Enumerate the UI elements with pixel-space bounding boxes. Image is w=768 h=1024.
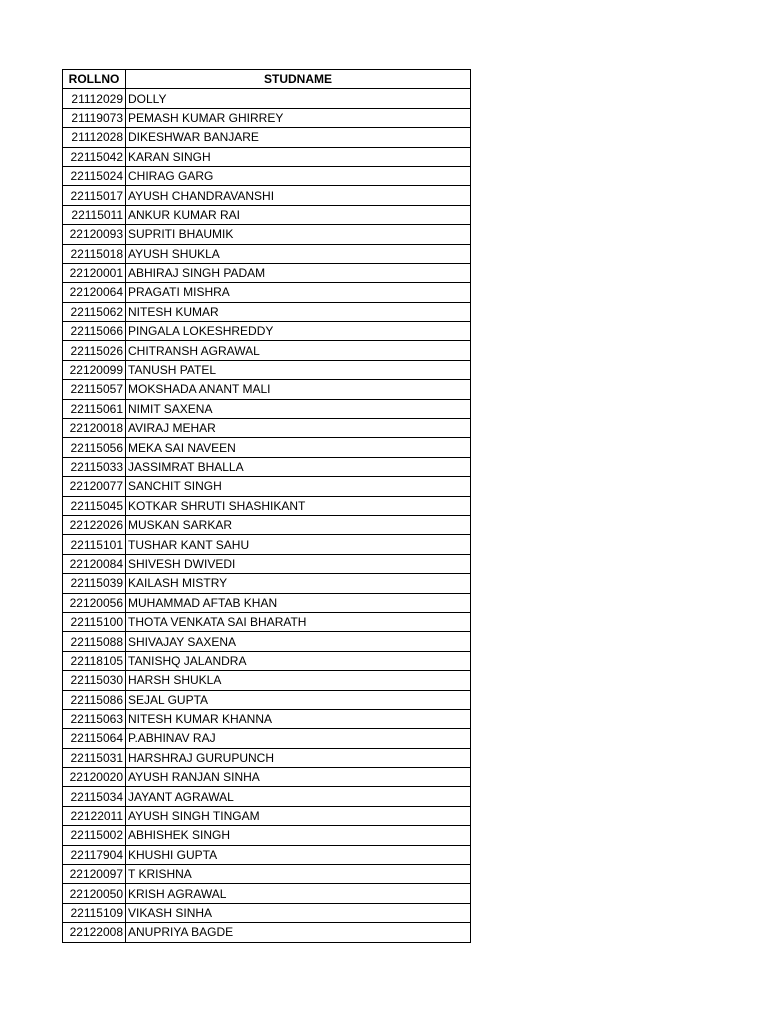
studname-cell: TANUSH PATEL	[126, 360, 471, 379]
rollno-cell: 22115061	[63, 399, 126, 418]
rollno-cell: 22115066	[63, 322, 126, 341]
table-row	[63, 205, 471, 224]
rollno-cell: 22120099	[63, 360, 126, 379]
table-row	[63, 225, 471, 244]
table-row	[63, 554, 471, 573]
table-row	[63, 438, 471, 457]
rollno-cell: 22120064	[63, 283, 126, 302]
studname-cell: VIKASH SINHA	[126, 903, 471, 922]
studname-cell: THOTA VENKATA SAI BHARATH	[126, 612, 471, 631]
studname-cell: T KRISHNA	[126, 865, 471, 884]
rollno-cell: 22115018	[63, 244, 126, 263]
table-row	[63, 690, 471, 709]
studname-cell: SHIVESH DWIVEDI	[126, 554, 471, 573]
studname-cell: MOKSHADA ANANT MALI	[126, 380, 471, 399]
table-row	[63, 477, 471, 496]
rollno-cell: 22115031	[63, 748, 126, 767]
table-row	[63, 574, 471, 593]
studname-cell: KRISH AGRAWAL	[126, 884, 471, 903]
rollno-cell: 22118105	[63, 651, 126, 670]
studname-cell: KHUSHI GUPTA	[126, 845, 471, 864]
studname-cell: HARSHRAJ GURUPUNCH	[126, 748, 471, 767]
table-row	[63, 593, 471, 612]
table-row	[63, 302, 471, 321]
studname-cell: ANUPRIYA BAGDE	[126, 923, 471, 942]
header-rollno: ROLLNO	[63, 70, 126, 89]
studname-cell: MEKA SAI NAVEEN	[126, 438, 471, 457]
rollno-cell: 22115109	[63, 903, 126, 922]
studname-cell: AVIRAJ MEHAR	[126, 419, 471, 438]
rollno-cell: 22115033	[63, 457, 126, 476]
studname-cell: AYUSH SINGH TINGAM	[126, 806, 471, 825]
table-row	[63, 632, 471, 651]
table-row	[63, 457, 471, 476]
studname-cell: DOLLY	[126, 89, 471, 108]
table-row	[63, 399, 471, 418]
rollno-cell: 22115086	[63, 690, 126, 709]
studname-cell: ABHIRAJ SINGH PADAM	[126, 263, 471, 282]
table-row	[63, 515, 471, 534]
table-row	[63, 380, 471, 399]
table-row	[63, 651, 471, 670]
rollno-cell: 22122008	[63, 923, 126, 942]
rollno-cell: 22115026	[63, 341, 126, 360]
studname-cell: NIMIT SAXENA	[126, 399, 471, 418]
table-row	[63, 244, 471, 263]
header-row	[63, 70, 471, 89]
studname-cell: CHITRANSH AGRAWAL	[126, 341, 471, 360]
rollno-cell: 22120093	[63, 225, 126, 244]
studname-cell: AYUSH CHANDRAVANSHI	[126, 186, 471, 205]
rollno-cell: 22115039	[63, 574, 126, 593]
table-row	[63, 865, 471, 884]
rollno-cell: 22115042	[63, 147, 126, 166]
studname-cell: NITESH KUMAR	[126, 302, 471, 321]
table-row	[63, 884, 471, 903]
rollno-cell: 22120018	[63, 419, 126, 438]
rollno-cell: 22120097	[63, 865, 126, 884]
table-row	[63, 923, 471, 942]
studname-cell: PRAGATI MISHRA	[126, 283, 471, 302]
rollno-cell: 22115011	[63, 205, 126, 224]
studname-cell: CHIRAG GARG	[126, 166, 471, 185]
studname-cell: SUPRITI BHAUMIK	[126, 225, 471, 244]
header-studname: STUDNAME	[126, 70, 471, 89]
studname-cell: PINGALA LOKESHREDDY	[126, 322, 471, 341]
table-row	[63, 748, 471, 767]
table-row	[63, 535, 471, 554]
rollno-cell: 22115030	[63, 671, 126, 690]
studname-cell: SEJAL GUPTA	[126, 690, 471, 709]
table-row	[63, 263, 471, 282]
table-row	[63, 787, 471, 806]
rollno-cell: 22115017	[63, 186, 126, 205]
studname-cell: ANKUR KUMAR RAI	[126, 205, 471, 224]
rollno-cell: 22115088	[63, 632, 126, 651]
rollno-cell: 22115064	[63, 729, 126, 748]
studname-cell: JASSIMRAT BHALLA	[126, 457, 471, 476]
rollno-cell: 22115101	[63, 535, 126, 554]
table-row	[63, 360, 471, 379]
studname-cell: DIKESHWAR BANJARE	[126, 128, 471, 147]
rollno-cell: 21112028	[63, 128, 126, 147]
rollno-cell: 22115034	[63, 787, 126, 806]
studname-cell: MUSKAN SARKAR	[126, 515, 471, 534]
rollno-cell: 22115024	[63, 166, 126, 185]
studname-cell: KARAN SINGH	[126, 147, 471, 166]
studname-cell: SHIVAJAY SAXENA	[126, 632, 471, 651]
rollno-cell: 22122011	[63, 806, 126, 825]
studname-cell: P.ABHINAV RAJ	[126, 729, 471, 748]
table-row	[63, 108, 471, 127]
table-row	[63, 419, 471, 438]
rollno-cell: 22115100	[63, 612, 126, 631]
rollno-cell: 22115056	[63, 438, 126, 457]
rollno-cell: 22120020	[63, 768, 126, 787]
rollno-cell: 22115057	[63, 380, 126, 399]
table-row	[63, 729, 471, 748]
table-row	[63, 768, 471, 787]
studname-cell: TUSHAR KANT SAHU	[126, 535, 471, 554]
studname-cell: AYUSH RANJAN SINHA	[126, 768, 471, 787]
table-row	[63, 89, 471, 108]
studname-cell: AYUSH SHUKLA	[126, 244, 471, 263]
table-row	[63, 186, 471, 205]
studname-cell: NITESH KUMAR KHANNA	[126, 709, 471, 728]
rollno-cell: 22115002	[63, 826, 126, 845]
rollno-cell: 22117904	[63, 845, 126, 864]
table-row	[63, 166, 471, 185]
studname-cell: KAILASH MISTRY	[126, 574, 471, 593]
table-row	[63, 283, 471, 302]
student-table	[62, 69, 471, 943]
rollno-cell: 22120056	[63, 593, 126, 612]
table-row	[63, 341, 471, 360]
rollno-cell: 22120050	[63, 884, 126, 903]
rollno-cell: 22115062	[63, 302, 126, 321]
table-body	[63, 89, 471, 942]
studname-cell: HARSH SHUKLA	[126, 671, 471, 690]
table-row	[63, 147, 471, 166]
rollno-cell: 21112029	[63, 89, 126, 108]
studname-cell: KOTKAR SHRUTI SHASHIKANT	[126, 496, 471, 515]
table-row	[63, 826, 471, 845]
studname-cell: PEMASH KUMAR GHIRREY	[126, 108, 471, 127]
table-header	[63, 70, 471, 89]
table-row	[63, 322, 471, 341]
table-row	[63, 903, 471, 922]
rollno-cell: 21119073	[63, 108, 126, 127]
table-row	[63, 709, 471, 728]
table-row	[63, 845, 471, 864]
rollno-cell: 22120084	[63, 554, 126, 573]
studname-cell: ABHISHEK SINGH	[126, 826, 471, 845]
table-row	[63, 612, 471, 631]
table-row	[63, 496, 471, 515]
studname-cell: MUHAMMAD AFTAB KHAN	[126, 593, 471, 612]
rollno-cell: 22122026	[63, 515, 126, 534]
table-row	[63, 128, 471, 147]
studname-cell: TANISHQ JALANDRA	[126, 651, 471, 670]
table-row	[63, 671, 471, 690]
table-row	[63, 806, 471, 825]
rollno-cell: 22115063	[63, 709, 126, 728]
studname-cell: SANCHIT SINGH	[126, 477, 471, 496]
rollno-cell: 22115045	[63, 496, 126, 515]
studname-cell: JAYANT AGRAWAL	[126, 787, 471, 806]
rollno-cell: 22120001	[63, 263, 126, 282]
rollno-cell: 22120077	[63, 477, 126, 496]
